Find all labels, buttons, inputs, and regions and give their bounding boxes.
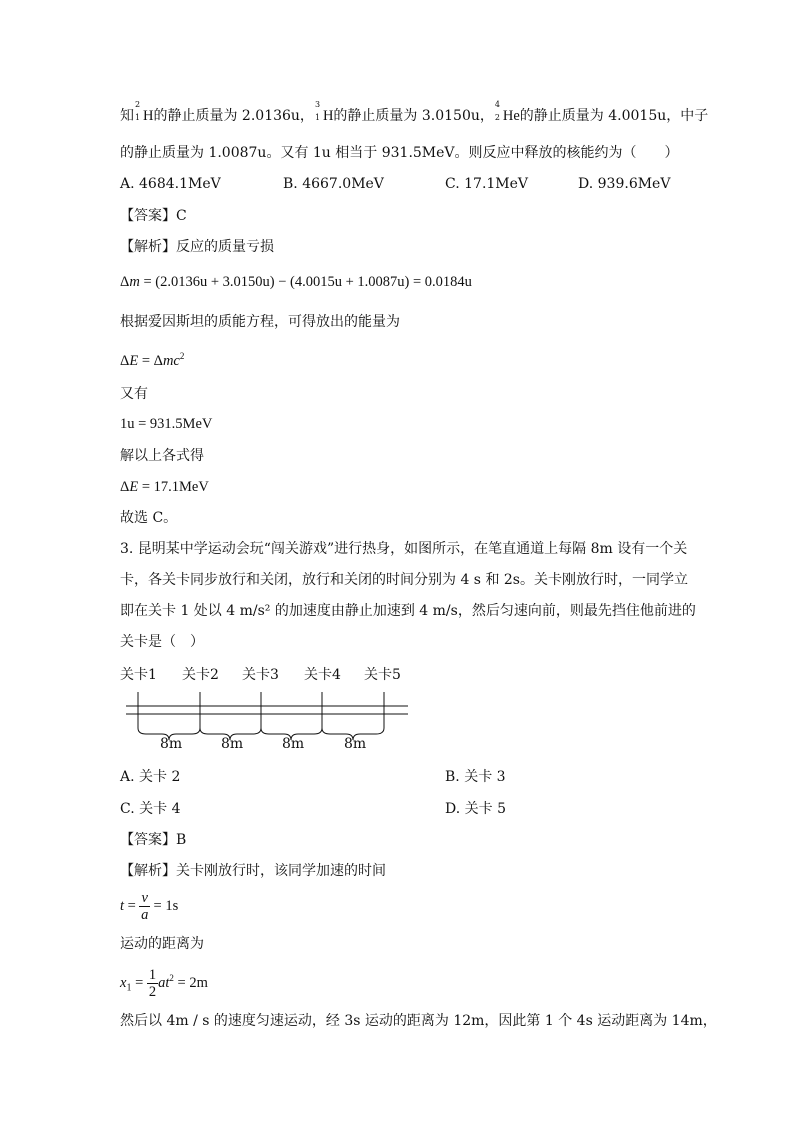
eq-distance: $x_1$ = $\frac{1}{2}$ $at^2 = 2m$ [120, 967, 208, 1000]
q3-line-3: 即在关卡 1 处以 4 m/s² 的加速度由静止加速到 4 m/s，然后匀速向前，则最先挡住他前进的 [120, 603, 696, 619]
nuclide-he4: 4 2 [494, 100, 500, 122]
nuclide-h2: 2 1 [135, 100, 141, 122]
q2-analysis: 【解析】反应的质量亏损 [120, 239, 274, 255]
distance-text: 运动的距离为 [120, 936, 204, 952]
q3-line-1: 3. 昆明某中学运动会玩“闯关游戏”进行热身，如图所示，在笔直通道上每隔 8m 设有一个关 [120, 541, 688, 557]
distance-label-1: 8m [160, 736, 183, 752]
q3-option-b: B. 关卡 3 [445, 769, 506, 785]
q2-text: 的静止质量为 4.0015u，中子 [519, 108, 709, 124]
q2-text: 知 [120, 108, 134, 124]
q2-option-d: D. 939.6MeV [578, 176, 671, 192]
eq-time: t = $\frac{v}{a}$ = 1s [120, 890, 179, 924]
q3-option-c: C. 关卡 4 [120, 801, 181, 817]
gate-label-1: 关卡1 [120, 667, 157, 683]
solve-text: 解以上各式得 [120, 448, 204, 464]
q3-last-line: 然后以 4m / s 的速度匀速运动，经 3s 运动的距离为 12m，因此第 1 个 4s 运动距离为 14m， [120, 1013, 717, 1029]
q3-line-2: 卡，各关卡同步放行和关闭，放行和关闭的时间分别为 4 s 和 2s。关卡刚放行时，一同学立 [120, 572, 688, 588]
he-symbol: He [502, 108, 520, 124]
distance-label-2: 8m [221, 736, 244, 752]
q2-option-c: C. 17.1MeV [445, 176, 529, 192]
q3-option-d: D. 关卡 5 [445, 801, 506, 817]
q3-analysis: 【解析】关卡刚放行时，该同学加速的时间 [120, 863, 386, 879]
h2-symbol: H [143, 108, 154, 124]
also-text: 又有 [120, 386, 148, 402]
q2-option-b: B. 4667.0MeV [283, 176, 384, 192]
eq-mass-defect: Δm = (2.0136u + 3.0150u) − (4.0015u + 1.0087u) = 0.0184u [120, 274, 472, 290]
q2-line-1 [120, 100, 709, 126]
q2-line-2: 的静止质量为 1.0087u。又有 1u 相当于 931.5MeV。则反应中释放的核能约为（ ） [120, 145, 679, 161]
choose-text: 故选 C。 [120, 510, 178, 526]
gates-diagram [120, 662, 420, 762]
q2-option-a: A. 4684.1MeV [120, 176, 221, 192]
distance-label-3: 8m [282, 736, 305, 752]
gate-label-3: 关卡3 [242, 667, 279, 683]
eq-u: 1u = 931.5MeV [120, 416, 213, 432]
h3-symbol: H [322, 108, 334, 124]
gate-label-4: 关卡4 [304, 667, 341, 683]
fraction-one-half: $\frac{1}{2}$ [148, 967, 157, 1000]
nuclide-h3: 3 1 [314, 100, 321, 122]
distance-label-4: 8m [344, 736, 367, 752]
q2-answer: 【答案】C [120, 208, 187, 224]
q3-line-4: 关卡是（ ） [120, 634, 204, 650]
q2-text: 的静止质量为 3.0150u， [333, 108, 494, 124]
eq-energy: ΔE = Δmc$^2$ [120, 351, 185, 369]
q3-option-a: A. 关卡 2 [120, 769, 181, 785]
fraction-v-over-a: $\frac{v}{a}$ [141, 890, 149, 924]
q2-text: 的静止质量为 2.0136u， [153, 108, 314, 124]
einstein-text: 根据爱因斯坦的质能方程，可得放出的能量为 [120, 314, 400, 330]
gate-label-2: 关卡2 [182, 667, 219, 683]
gate-label-5: 关卡5 [364, 667, 401, 683]
eq-energy-result: ΔE = 17.1MeV [120, 479, 209, 495]
q3-answer: 【答案】B [120, 832, 187, 848]
